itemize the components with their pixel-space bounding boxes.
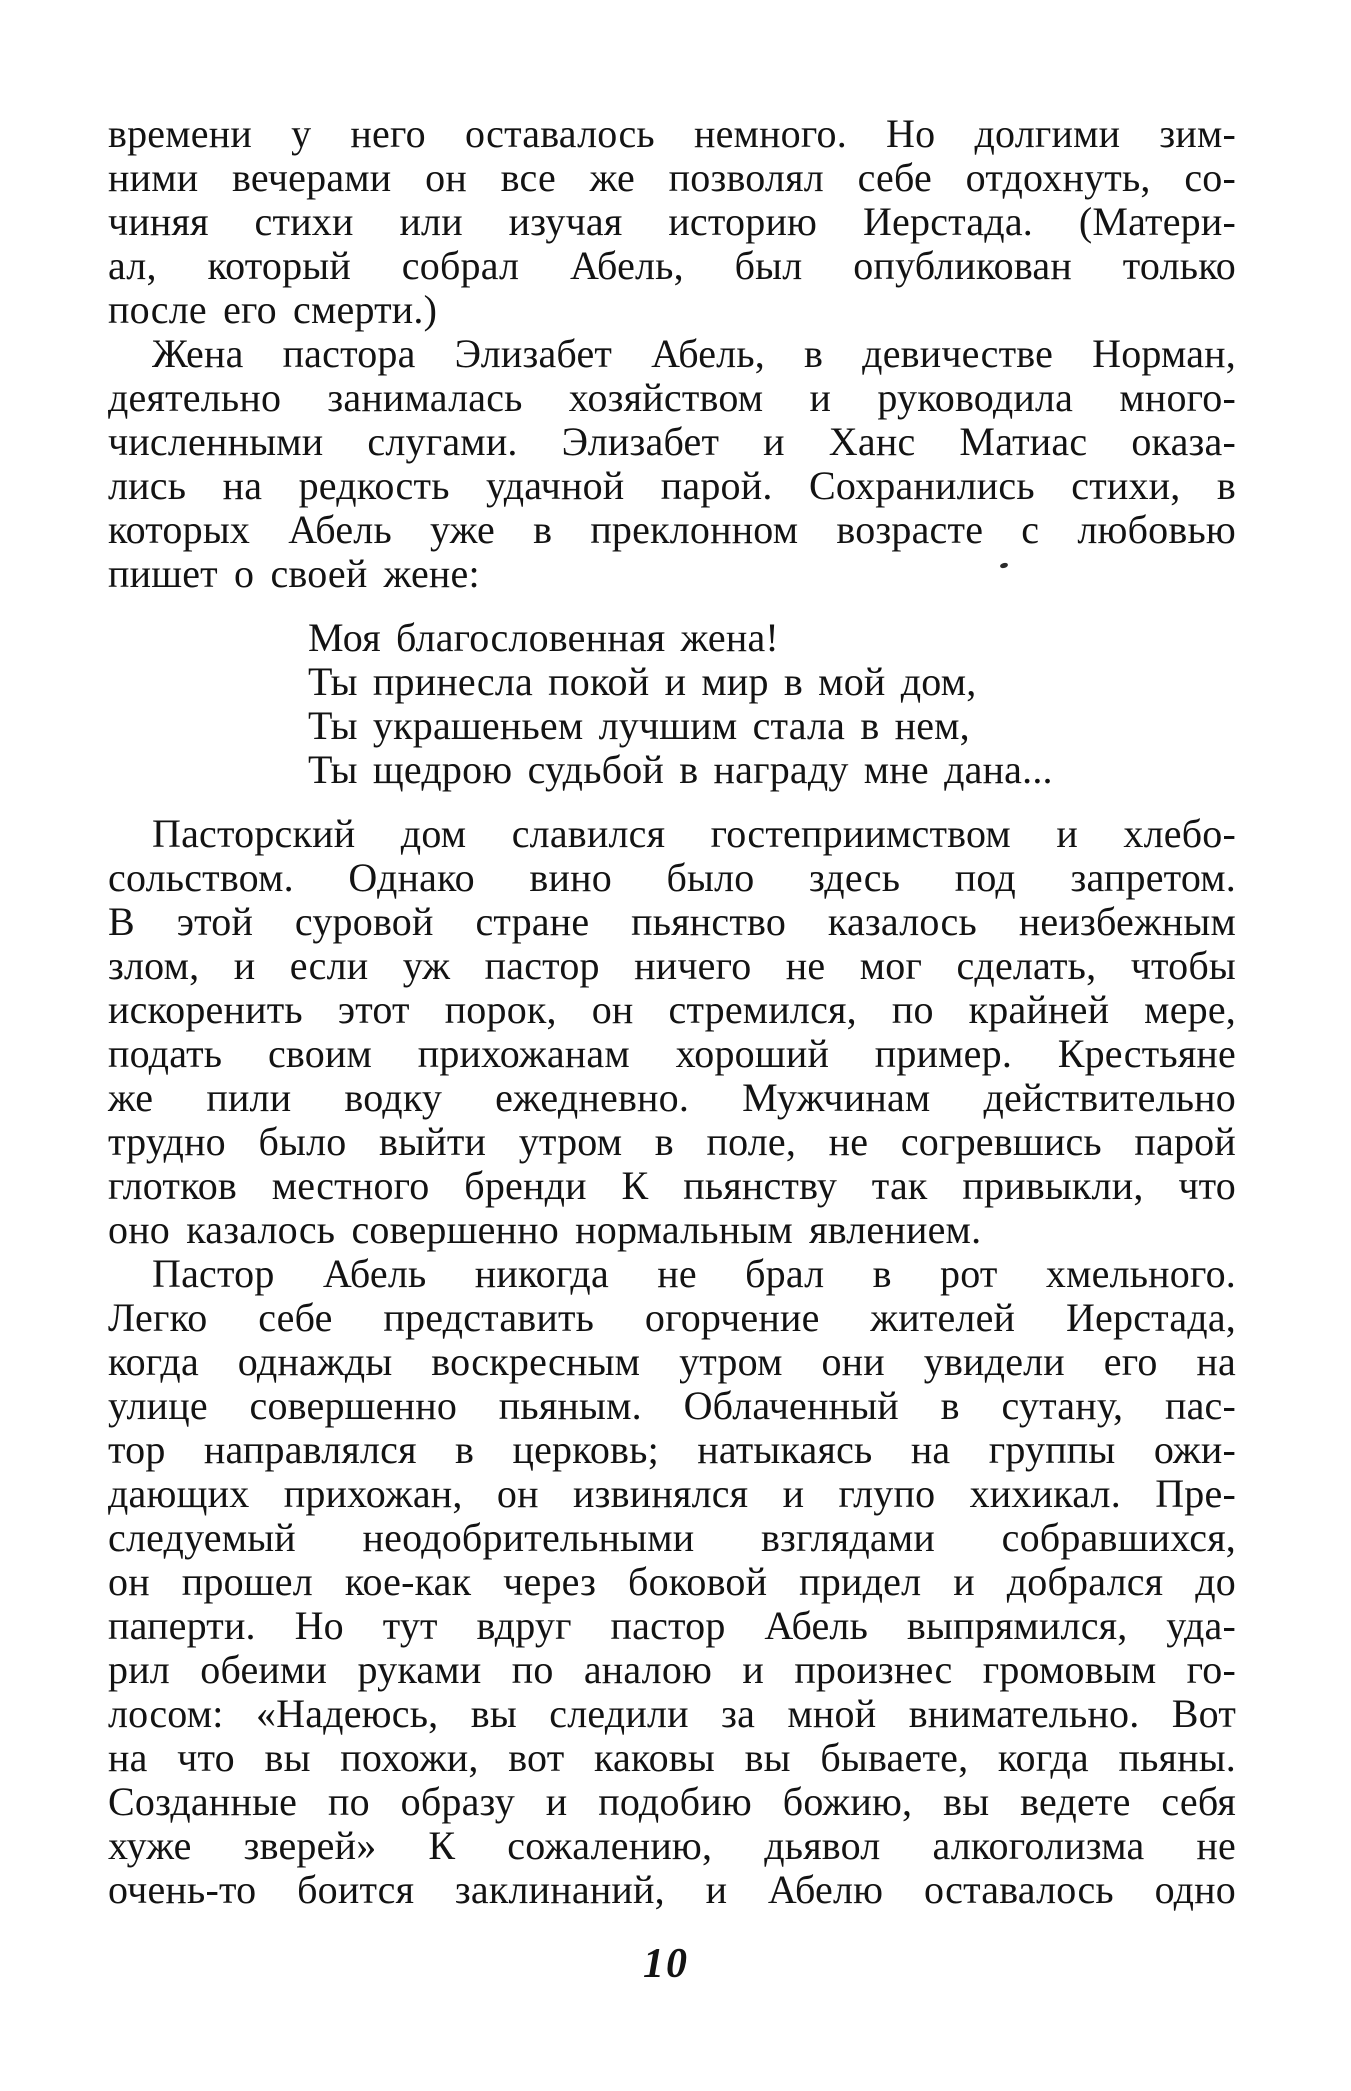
text-line: искоренить этот порок, он стремился, по крайней мере, [108, 987, 1236, 1032]
verse-block [108, 616, 1236, 792]
paragraph [108, 812, 1236, 1252]
text-line: ал, который собрал Абель, был опубликован только [108, 243, 1236, 288]
text-line: Пасторский дом славился гостеприимством и хлебо- [152, 811, 1236, 856]
text-line: улице совершенно пьяным. Облаченный в сутану, пас- [108, 1383, 1236, 1428]
paragraph [108, 332, 1236, 596]
text-line: времени у него оставалось немного. Но долгими зим- [108, 111, 1236, 156]
text-line: Пастор Абель никогда не брал в рот хмельного. [152, 1251, 1236, 1296]
paragraph [108, 112, 1236, 332]
paragraph [108, 1252, 1236, 1912]
page-number: 10 [643, 1941, 689, 1987]
text-line: Легко себе представить огорчение жителей Иерстада, [108, 1295, 1236, 1340]
text-line: рил обеими руками по аналою и произнес громовым го- [108, 1647, 1236, 1692]
text-line: которых Абель уже в преклонном возрасте с любовью [108, 507, 1236, 552]
verse-line: Ты принесла покой и мир в мой дом, [308, 659, 977, 704]
text-line: лись на редкость удачной парой. Сохранились стихи, в [108, 463, 1236, 508]
text-line: он прошел кое-как через боковой придел и добрался до [108, 1559, 1236, 1604]
text-line: сольством. Однако вино было здесь под запретом. [108, 855, 1236, 900]
text-line: чиняя стихи или изучая историю Иерстада. (Матери- [108, 199, 1236, 244]
text-line: очень-то боится заклинаний, и Абелю оставалось одно [108, 1867, 1236, 1912]
text-line: Созданные по образу и подобию божию, вы ведете себя [108, 1779, 1236, 1824]
verse-line: Моя благословенная жена! [308, 615, 779, 660]
text-line: хуже зверей» К сожалению, дьявол алкоголизма не [108, 1823, 1236, 1868]
text-line: же пили водку ежедневно. Мужчинам действительно [108, 1075, 1236, 1120]
text-line: когда однажды воскресным утром они увидели его на [108, 1339, 1236, 1384]
text-line: численными слугами. Элизабет и Ханс Матиас оказа- [108, 419, 1236, 464]
text-line: В этой суровой стране пьянство казалось неизбежным [108, 899, 1236, 944]
text-line: пишет о своей жене: [108, 551, 480, 596]
text-line: на что вы похожи, вот каковы вы бываете, когда пьяны. [108, 1735, 1236, 1780]
text-line: оно казалось совершенно нормальным явлением. [108, 1207, 982, 1252]
text-line: лосом: «Надеюсь, вы следили за мной внимательно. Вот [108, 1691, 1236, 1736]
text-line: дающих прихожан, он извинялся и глупо хихикал. Пре- [108, 1471, 1236, 1516]
text-block [108, 112, 1236, 1912]
text-line: ними вечерами он все же позволял себе отдохнуть, со- [108, 155, 1236, 200]
text-line: Жена пастора Элизабет Абель, в девичестве Норман, [152, 331, 1236, 376]
verse-line: Ты украшеньем лучшим стала в нем, [308, 703, 970, 748]
text-line: после его смерти.) [108, 287, 438, 332]
text-line: злом, и если уж пастор ничего не мог сделать, чтобы [108, 943, 1236, 988]
text-line: трудно было выйти утром в поле, не согревшись парой [108, 1119, 1236, 1164]
text-line: паперти. Но тут вдруг пастор Абель выпрямился, уда- [108, 1603, 1236, 1648]
text-line: тор направлялся в церковь; натыкаясь на группы ожи- [108, 1427, 1236, 1472]
text-line: глотков местного бренди К пьянству так привыкли, что [108, 1163, 1236, 1208]
verse-line: Ты щедрою судьбой в награду мне дана... [308, 747, 1053, 792]
text-line: подать своим прихожанам хороший пример. Крестьяне [108, 1031, 1236, 1076]
text-line: деятельно занималась хозяйством и руководила много- [108, 375, 1236, 420]
text-line: следуемый неодобрительными взглядами собравшихся, [108, 1515, 1236, 1560]
